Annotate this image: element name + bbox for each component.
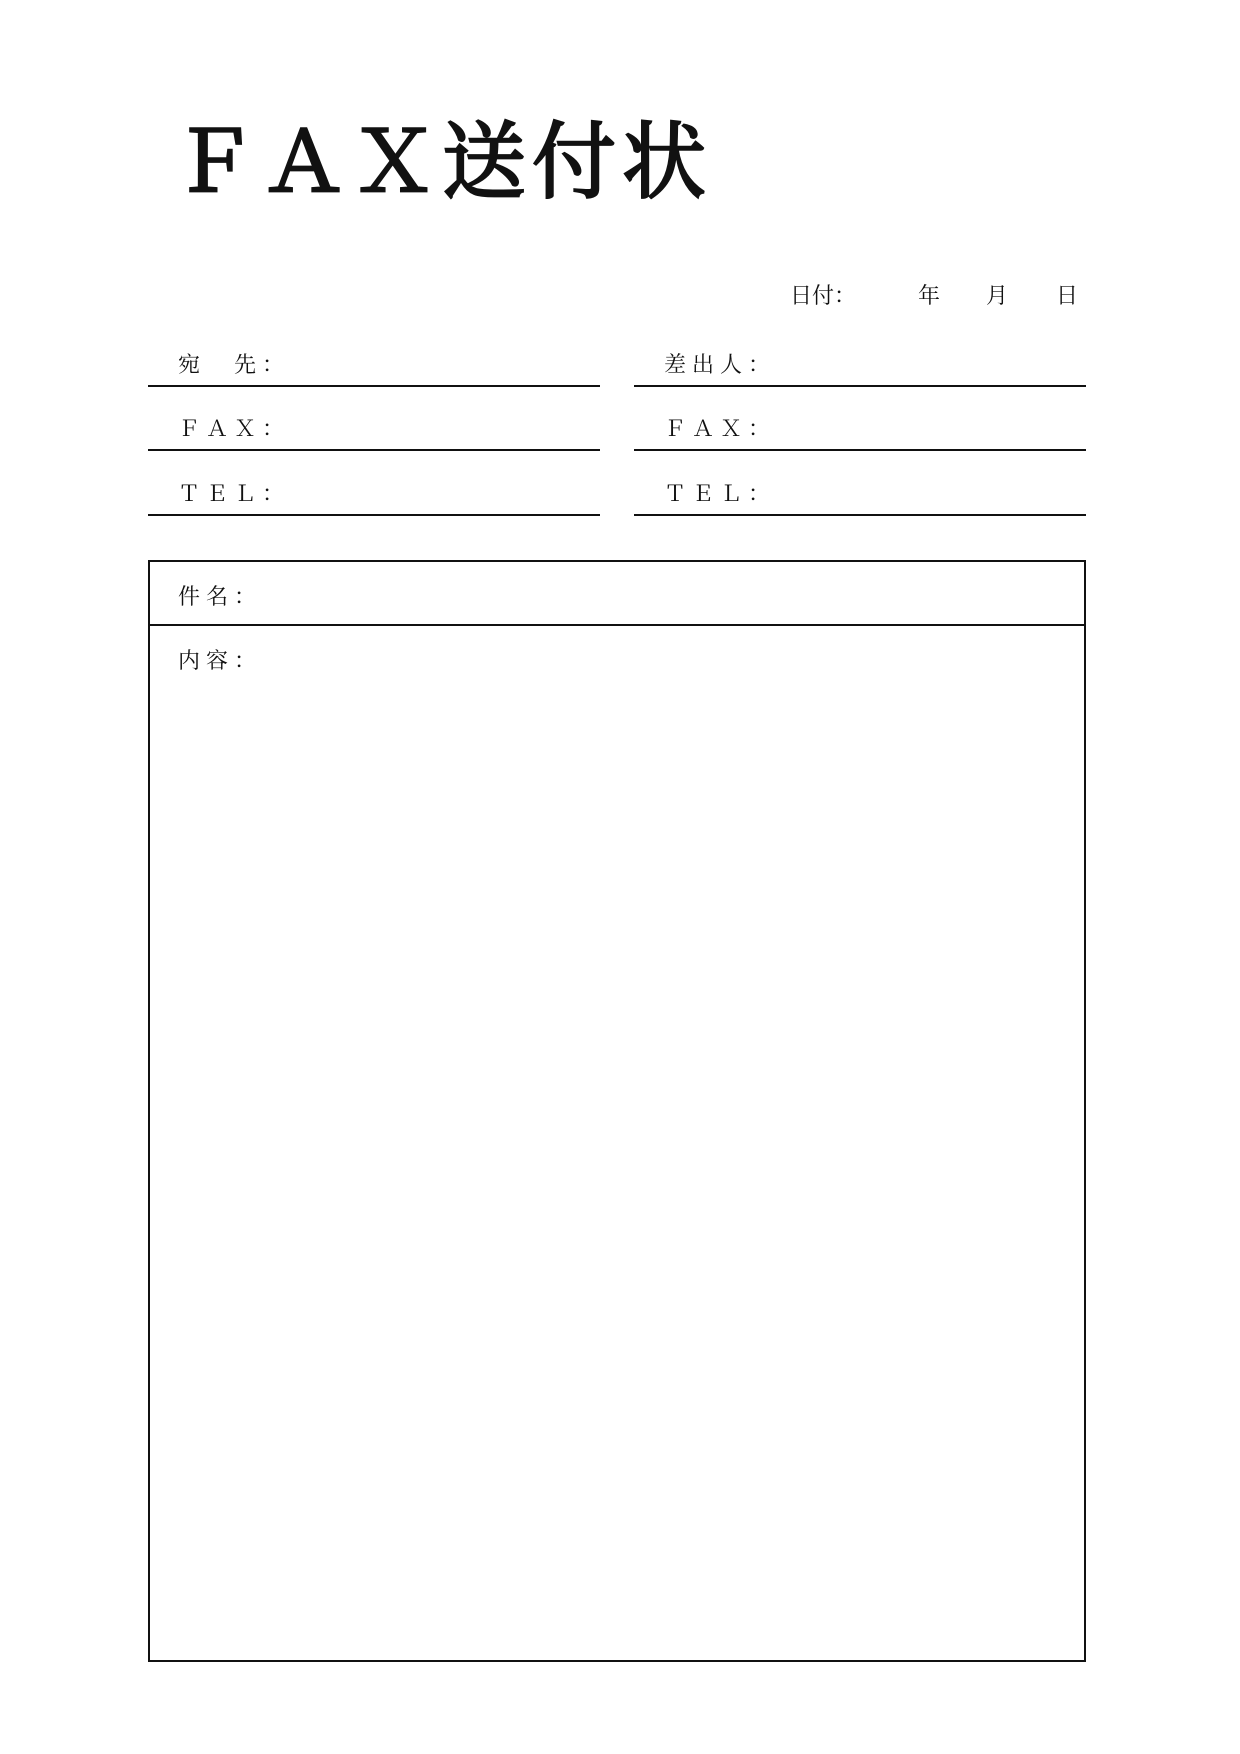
subject-field[interactable] xyxy=(150,562,1084,626)
sender-tel-field[interactable] xyxy=(634,466,1086,516)
content-area[interactable] xyxy=(150,626,1084,1660)
date-year-label: 年 xyxy=(918,284,941,309)
date-label: 日付： xyxy=(790,284,857,309)
sender-fax-label: ＦＡＸ： xyxy=(664,417,777,442)
date-row xyxy=(790,279,1080,311)
date-month-label: 月 xyxy=(986,284,1009,309)
recipient-tel-field[interactable] xyxy=(148,466,600,516)
recipient-fax-label: ＦＡＸ： xyxy=(178,417,291,442)
sender-tel-label: ＴＥＬ： xyxy=(664,482,777,507)
date-day-label: 日 xyxy=(1056,284,1079,309)
content-label: 内容： xyxy=(178,649,263,674)
recipient-tel-label: ＴＥＬ： xyxy=(178,482,291,507)
sender-name-label: 差出人： xyxy=(664,353,777,378)
recipient-fax-field[interactable] xyxy=(148,401,600,451)
sender-fax-field[interactable] xyxy=(634,401,1086,451)
recipient-name-field[interactable] xyxy=(148,337,600,387)
page-title: ＦＡＸ送付状 xyxy=(172,113,713,211)
subject-label: 件名： xyxy=(178,585,263,610)
recipient-name-label: 宛 先： xyxy=(178,353,291,378)
sender-name-field[interactable] xyxy=(634,337,1086,387)
message-box xyxy=(148,560,1086,1662)
